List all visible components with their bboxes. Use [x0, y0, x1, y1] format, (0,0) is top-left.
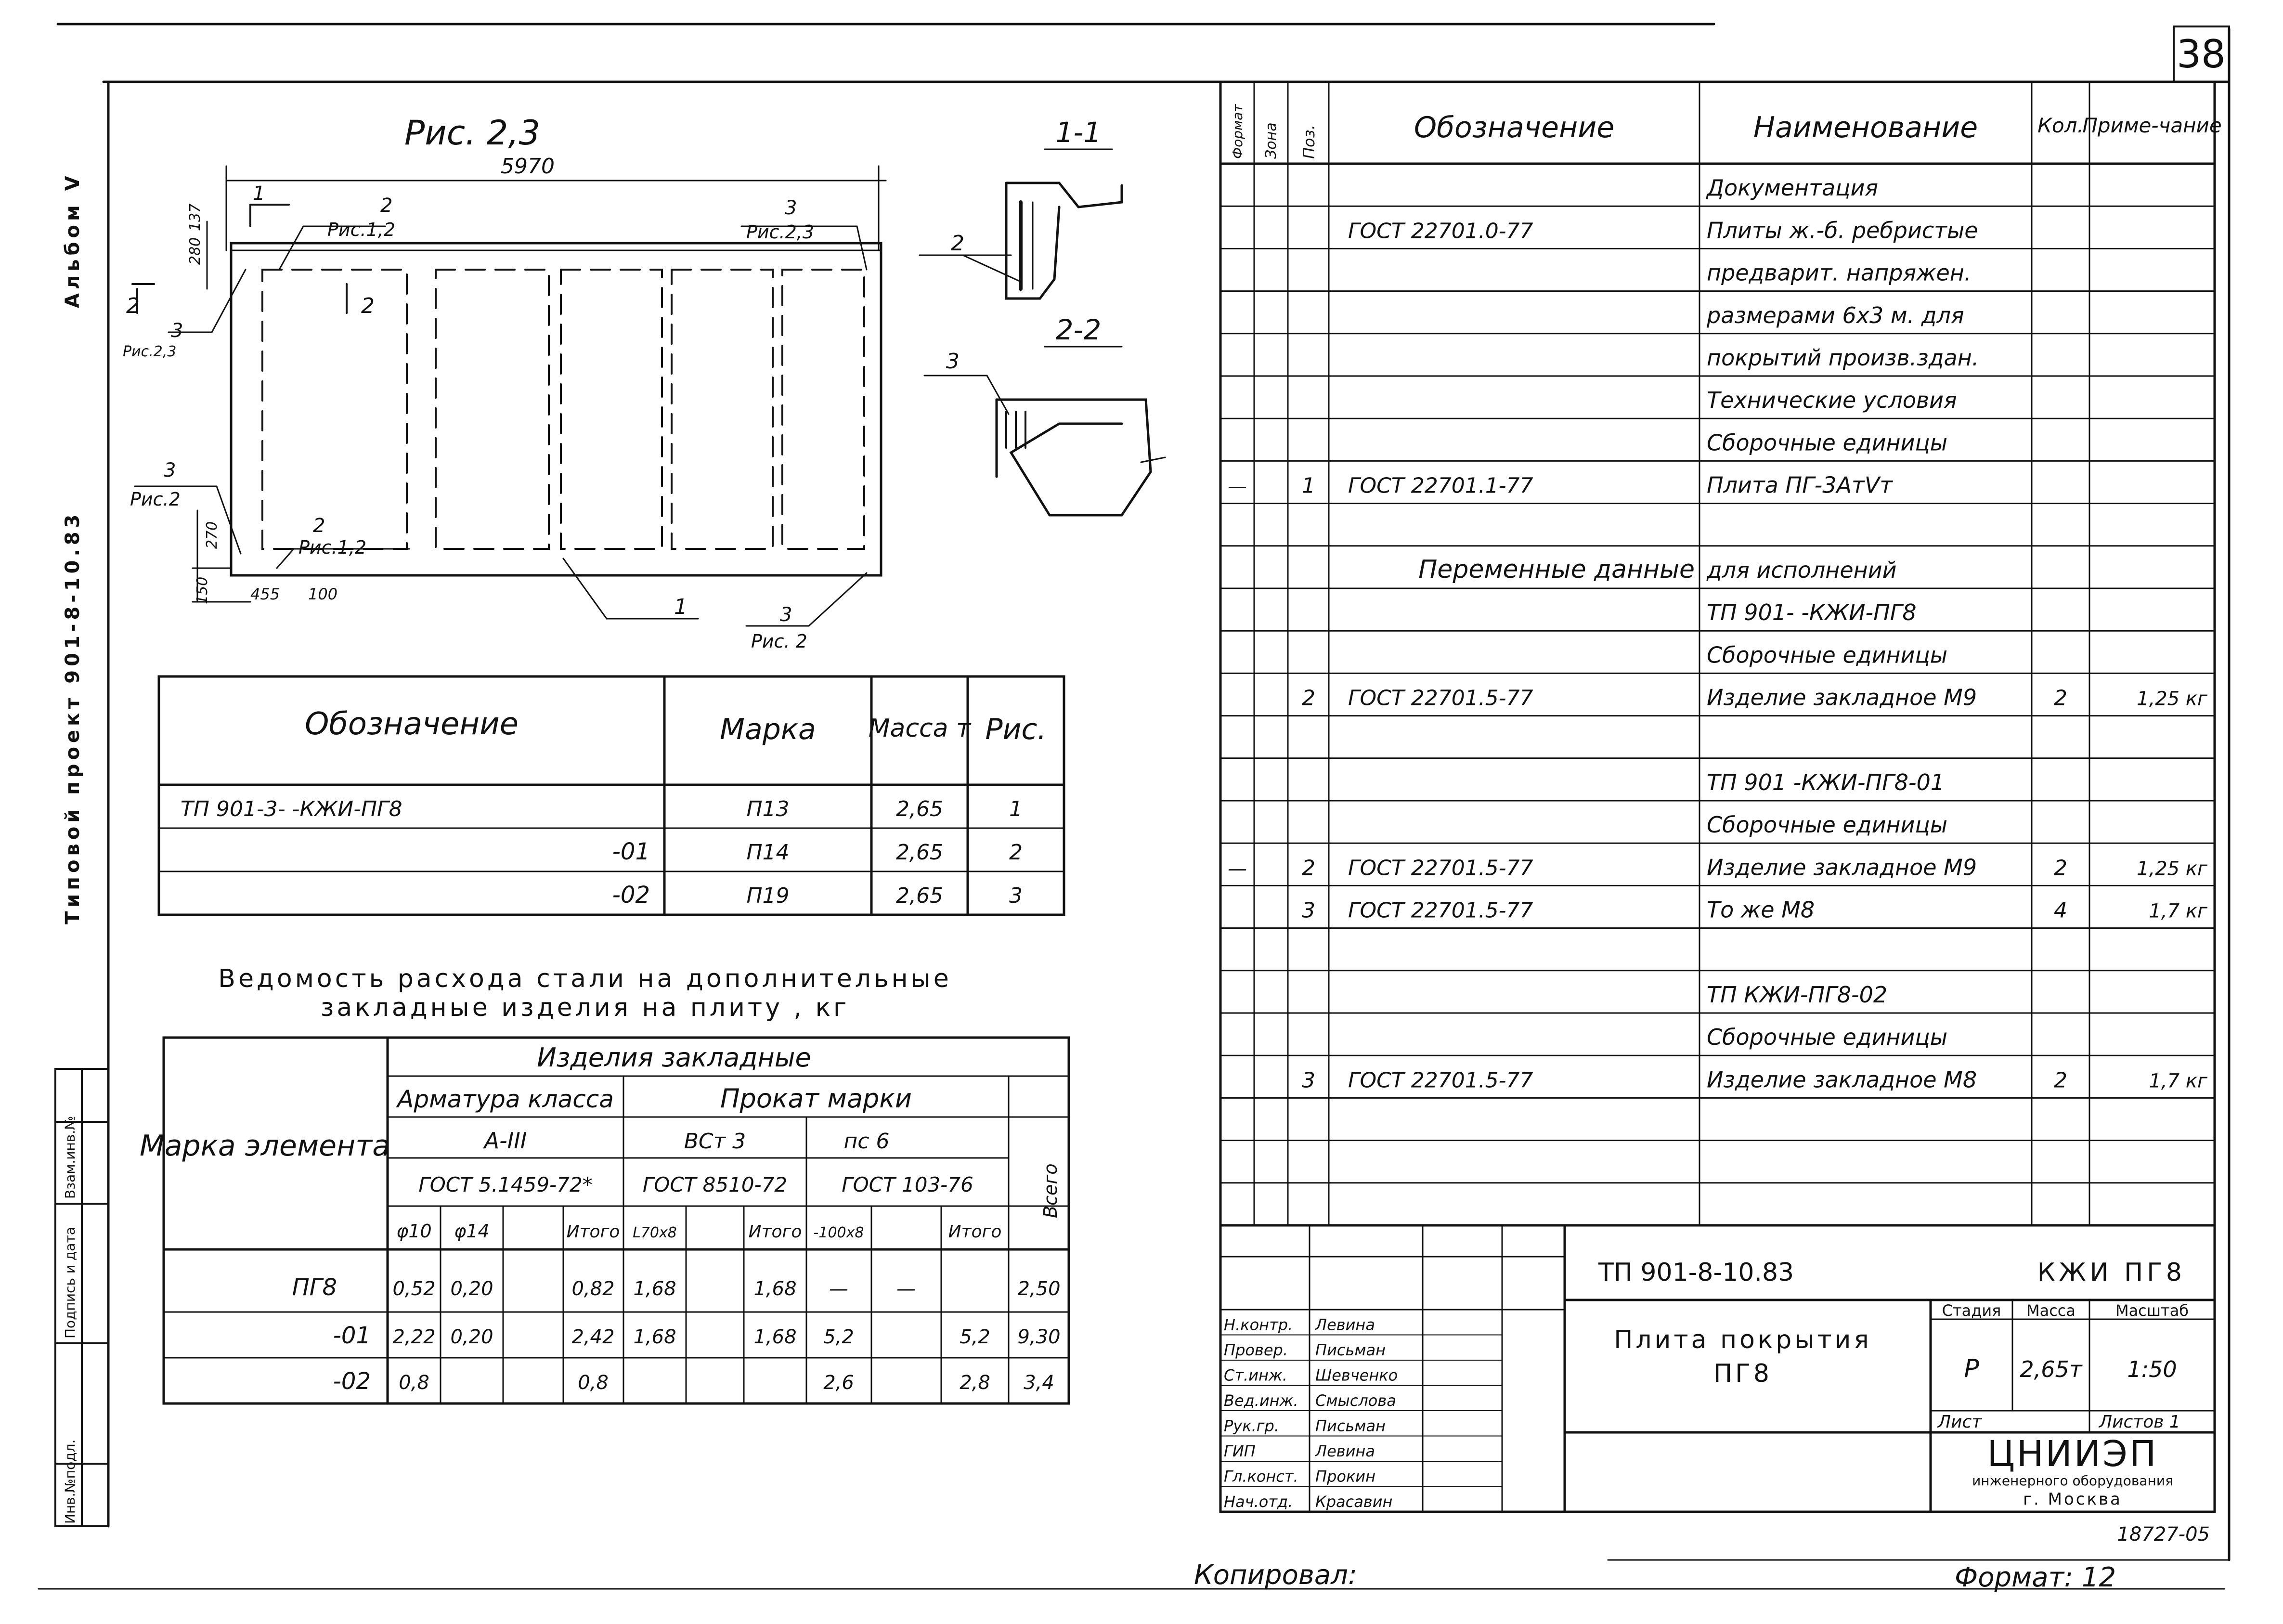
- plate-plan: [231, 243, 881, 575]
- callout-3-left: 3: [171, 320, 183, 342]
- marks-header-mass: Масса т: [868, 714, 971, 743]
- steel-row-1-f14: 0,20: [450, 1278, 493, 1300]
- steel-row-2-strip: 5,2: [823, 1326, 854, 1348]
- steel-header-armature: Арматура класса: [397, 1085, 614, 1113]
- spec-name-cell: То же М8: [1707, 896, 1815, 923]
- spec-name-cell: Плиты ж.-б. ребристые: [1707, 217, 1978, 244]
- steel-row-1-l70: 1,68: [633, 1278, 676, 1300]
- staff-name: Письман: [1315, 1341, 1386, 1359]
- marks-row-3-mark: П19: [746, 883, 790, 908]
- dim-270: 270: [204, 521, 221, 549]
- spec-name-cell: покрытий произв.здан.: [1707, 345, 1979, 371]
- section-2-2-item: 3: [946, 349, 960, 374]
- callout-3-bot-ref: Рис. 2: [751, 631, 807, 652]
- steel-row-1-strip: —: [829, 1278, 848, 1300]
- marks-row-2-mass: 2,65: [896, 840, 943, 865]
- plan-leaders: [135, 226, 867, 626]
- spec-note-cell: 1,7 кг: [2149, 1070, 2207, 1092]
- steel-header-ps: пс 6: [843, 1129, 890, 1154]
- plan-callout-2-right: 2: [361, 294, 375, 318]
- spec-pos-cell: 3: [1302, 1068, 1315, 1093]
- steel-sub-4: Итого: [566, 1222, 620, 1242]
- steel-header-products: Изделия закладные: [537, 1042, 811, 1073]
- spec-name-cell: Плита ПГ-3АтVт: [1707, 472, 1893, 498]
- steel-row-3-strip-total: 2,8: [960, 1372, 990, 1394]
- steel-sub-10: Итого: [948, 1222, 1002, 1242]
- spec-header-zone: Зона: [1263, 122, 1280, 159]
- marks-header-fig: Рис.: [985, 713, 1047, 746]
- steel-row-2-arm-total: 2,42: [571, 1326, 615, 1348]
- marks-row-3-mass: 2,65: [896, 883, 943, 908]
- spec-format-cell: —: [1228, 475, 1247, 498]
- staff-name: Смыслова: [1315, 1391, 1396, 1410]
- steel-title-line-2: закладные изделия на плиту , кг: [320, 993, 850, 1022]
- overall-dimension: 5970: [501, 154, 555, 179]
- staff-name: Прокин: [1315, 1467, 1375, 1486]
- spec-name-cell: Изделие закладное М9: [1707, 854, 1977, 881]
- section-1-1: [920, 149, 1122, 299]
- copied-label: Копировал:: [1194, 1559, 1357, 1591]
- steel-row-1-total: 2,50: [1017, 1278, 1061, 1300]
- footer: [1194, 1523, 2210, 1593]
- spec-rows: [1228, 175, 2208, 1092]
- marks-row-3-fig: 3: [1009, 883, 1023, 908]
- section-1-1-item: 2: [951, 231, 964, 256]
- steel-row-3-arm-total: 0,8: [578, 1372, 609, 1394]
- callout-2-top-ref: Рис.1,2: [327, 219, 396, 240]
- marks-row-2-designation: -01: [612, 838, 650, 865]
- spec-format-cell: —: [1228, 857, 1247, 880]
- callout-3-mid: 3: [164, 459, 176, 481]
- title-org-name: ЦНИИЭП: [1987, 1433, 2158, 1475]
- marks-row-1-mark: П13: [746, 797, 790, 821]
- side-album-label: Альбом V: [62, 172, 84, 308]
- title-stage-label: Стадия: [1942, 1301, 2001, 1320]
- steel-table: [140, 1042, 1061, 1395]
- steel-row-2-total: 9,30: [1017, 1326, 1061, 1348]
- plan-left-dimensions: [193, 221, 250, 602]
- steel-row-2-l-total: 1,68: [753, 1326, 797, 1348]
- spec-qty-cell: 4: [2054, 898, 2067, 923]
- steel-row-1-strip-2: —: [896, 1278, 916, 1300]
- callout-3-top-ref: Рис.2,3: [746, 221, 815, 243]
- staff-name: Письман: [1315, 1416, 1386, 1435]
- marks-header-mark: Марка: [720, 713, 816, 746]
- staff-role: Нач.отд.: [1224, 1493, 1293, 1511]
- staff-name: Левина: [1315, 1315, 1375, 1334]
- spec-note-cell: 1,25 кг: [2137, 857, 2207, 880]
- staff-name: Красавин: [1315, 1493, 1393, 1511]
- spec-name-cell: предварит. напряжен.: [1707, 260, 1972, 286]
- title-mass: 2,65т: [2020, 1356, 2082, 1382]
- plan-callouts: [123, 195, 814, 652]
- spec-note-cell: 1,7 кг: [2149, 900, 2207, 922]
- dim-455: 455: [250, 585, 280, 603]
- steel-row-3-strip: 2,6: [823, 1372, 854, 1394]
- title-sheet-label: Лист: [1938, 1412, 1982, 1432]
- spec-name-cell: Изделие закладное М8: [1707, 1066, 1977, 1093]
- spec-header-qty: Кол.: [2037, 114, 2084, 137]
- callout-2-top: 2: [380, 195, 393, 217]
- section-2-2-title: 2-2: [1055, 313, 1102, 346]
- spec-pos-cell: 3: [1302, 898, 1315, 923]
- staff-name: Шевченко: [1315, 1366, 1398, 1385]
- title-sheets-label: Листов 1: [2099, 1412, 2180, 1432]
- staff-role: Ст.инж.: [1224, 1366, 1287, 1385]
- callout-3-top: 3: [785, 197, 797, 219]
- steel-row-2-f10: 2,22: [392, 1326, 436, 1348]
- staff-rows: [1224, 1316, 1398, 1511]
- title-name-line-1: Плита покрытия: [1614, 1325, 1872, 1354]
- marks-row-2-fig: 2: [1009, 840, 1023, 865]
- steel-header-rolled: Прокат марки: [720, 1083, 912, 1114]
- spec-note-cell: 1,25 кг: [2137, 688, 2207, 710]
- spec-designation-cell: ГОСТ 22701.0-77: [1348, 219, 1533, 244]
- format-label: Формат: 12: [1955, 1562, 2116, 1593]
- steel-row-3-total: 3,4: [1024, 1372, 1054, 1394]
- steel-title-line-1: Ведомость расхода стали на дополнительные: [218, 964, 952, 993]
- marks-row-1-designation: ТП 901-3- -КЖИ-ПГ8: [181, 797, 402, 821]
- steel-row-3-f10: 0,8: [399, 1372, 429, 1394]
- steel-table-grid: [164, 1038, 1069, 1403]
- stamp-column-inv: Инв.№подл.: [62, 1439, 78, 1524]
- marks-row-3-designation: -02: [612, 882, 650, 909]
- title-code: ТП 901-8-10.83: [1598, 1258, 1794, 1287]
- steel-row-1-arm-total: 0,82: [571, 1278, 615, 1300]
- spec-qty-cell: 2: [2054, 856, 2067, 881]
- spec-name-cell: Технические условия: [1707, 387, 1957, 414]
- title-scale: 1:50: [2127, 1356, 2177, 1382]
- staff-role: Провер.: [1224, 1341, 1288, 1359]
- marks-header-designation: Обозначение: [304, 706, 519, 742]
- marks-table-grid: [159, 676, 1064, 915]
- plan-callout-1: 1: [253, 182, 265, 205]
- staff-role: Рук.гр.: [1224, 1416, 1280, 1435]
- steel-sub-8: -100x8: [813, 1224, 864, 1241]
- staff-role: Гл.конст.: [1224, 1467, 1298, 1486]
- steel-row-3-mark: -02: [333, 1368, 371, 1395]
- steel-row-2-strip-total: 5,2: [960, 1326, 990, 1348]
- steel-header-vst: ВСт 3: [684, 1129, 746, 1154]
- callout-3-bot: 3: [780, 604, 792, 626]
- title-block: [1598, 1258, 2189, 1509]
- spec-header-name: Наименование: [1753, 111, 1978, 144]
- marks-table: [181, 706, 1047, 909]
- marks-row-1-fig: 1: [1009, 797, 1023, 821]
- spec-pos-cell: 2: [1302, 686, 1315, 711]
- spec-name-cell: Сборочные единицы: [1707, 812, 1948, 838]
- stamp-column-sign: Подпись и дата: [62, 1227, 78, 1338]
- spec-qty-cell: 2: [2054, 1068, 2067, 1093]
- spec-header-format: Формат: [1230, 104, 1245, 159]
- spec-name-cell: Сборочные единицы: [1707, 642, 1948, 668]
- spec-header-designation: Обозначение: [1414, 111, 1615, 144]
- plan-callout-2-left: 2: [126, 294, 140, 318]
- steel-header-gost3: ГОСТ 103-76: [842, 1173, 973, 1196]
- title-org-city: г. Москва: [2023, 1490, 2122, 1509]
- title-mass-label: Масса: [2026, 1301, 2076, 1320]
- figure-title: Рис. 2,3: [404, 113, 541, 153]
- callout-3-left-ref: Рис.2,3: [123, 343, 177, 360]
- steel-row-1-l-total: 1,68: [753, 1278, 797, 1300]
- spec-header-note: Приме-чание: [2082, 114, 2222, 137]
- spec-pos-cell: 2: [1302, 856, 1315, 881]
- dim-280: 280: [187, 237, 204, 265]
- spec-headers: [1230, 104, 2222, 159]
- steel-sub-7: Итого: [748, 1222, 802, 1242]
- marks-row-2-mark: П14: [746, 840, 790, 865]
- steel-sub-1: φ10: [396, 1221, 432, 1242]
- spec-name-cell: Сборочные единицы: [1707, 429, 1948, 456]
- steel-header-total: Всего: [1040, 1163, 1061, 1218]
- callout-3-mid-ref: Рис.2: [130, 489, 181, 510]
- spec-designation-cell: Переменные данные: [1418, 555, 1695, 584]
- title-name-line-2: ПГ8: [1713, 1359, 1772, 1388]
- section-2-2: [924, 347, 1165, 515]
- spec-pos-cell: 1: [1302, 473, 1315, 498]
- staff-role: Вед.инж.: [1224, 1391, 1298, 1410]
- spec-name-cell: ТП 901- -КЖИ-ПГ8: [1707, 599, 1917, 626]
- stamp-column-replace: Взам.инв.№: [62, 1116, 78, 1199]
- spec-designation-cell: ГОСТ 22701.5-77: [1348, 898, 1533, 923]
- callout-1-bot: 1: [674, 595, 687, 619]
- figure-title-group: [404, 113, 555, 179]
- steel-header-mark: Марка элемента: [139, 1129, 390, 1163]
- archive-number: 18727-05: [2117, 1523, 2210, 1546]
- callout-2-bot-ref: Рис.1,2: [298, 537, 367, 558]
- side-project-label: Типовой проект 901-8-10.83: [62, 510, 84, 924]
- steel-row-2-f14: 0,20: [450, 1326, 493, 1348]
- spec-designation-cell: ГОСТ 22701.5-77: [1348, 1068, 1533, 1093]
- dim-150: 150: [194, 576, 211, 604]
- title-org-sub: инженерного оборудования: [1972, 1473, 2173, 1489]
- spec-name-cell: Изделие закладное М9: [1707, 684, 1977, 711]
- title-stage: Р: [1964, 1354, 1979, 1383]
- section-1-1-title: 1-1: [1055, 116, 1102, 149]
- title-mark: КЖИ ПГ8: [2037, 1258, 2186, 1287]
- spec-name-cell: Документация: [1707, 175, 1879, 201]
- spec-table-grid: [1220, 82, 2215, 1512]
- spec-name-cell: размерами 6x3 м. для: [1707, 302, 1964, 328]
- steel-header-class: А-III: [484, 1128, 527, 1154]
- steel-header-gost2: ГОСТ 8510-72: [642, 1173, 788, 1196]
- callout-2-bot: 2: [313, 515, 325, 537]
- sheet-number: 38: [2177, 32, 2226, 77]
- staff-name: Левина: [1315, 1442, 1375, 1460]
- steel-row-2-l70: 1,68: [633, 1326, 676, 1348]
- staff-role: Н.контр.: [1224, 1315, 1293, 1334]
- marks-row-1-mass: 2,65: [896, 797, 943, 821]
- staff-role: ГИП: [1224, 1442, 1256, 1460]
- steel-header-gost1: ГОСТ 5.1459-72*: [418, 1173, 593, 1196]
- spec-name-cell: ТП 901 -КЖИ-ПГ8-01: [1707, 769, 1945, 795]
- dim-100: 100: [308, 585, 338, 603]
- steel-sub-5: L70x8: [633, 1224, 677, 1241]
- steel-row-1-f10: 0,52: [392, 1278, 436, 1300]
- spec-name-cell: для исполнений: [1707, 557, 1897, 583]
- steel-row-2-mark: -01: [333, 1322, 371, 1349]
- spec-header-pos: Поз.: [1300, 125, 1318, 159]
- spec-name-cell: Сборочные единицы: [1707, 1024, 1948, 1051]
- steel-row-1-mark: ПГ8: [292, 1274, 337, 1301]
- steel-sub-2: φ14: [454, 1221, 490, 1242]
- dim-137: 137: [187, 203, 204, 231]
- spec-designation-cell: ГОСТ 22701.1-77: [1348, 473, 1533, 498]
- spec-designation-cell: ГОСТ 22701.5-77: [1348, 856, 1533, 881]
- spec-qty-cell: 2: [2054, 686, 2067, 711]
- plate-ribs: [262, 270, 864, 549]
- spec-designation-cell: ГОСТ 22701.5-77: [1348, 686, 1533, 711]
- spec-name-cell: ТП КЖИ-ПГ8-02: [1707, 982, 1888, 1008]
- title-scale-label: Масштаб: [2115, 1301, 2189, 1320]
